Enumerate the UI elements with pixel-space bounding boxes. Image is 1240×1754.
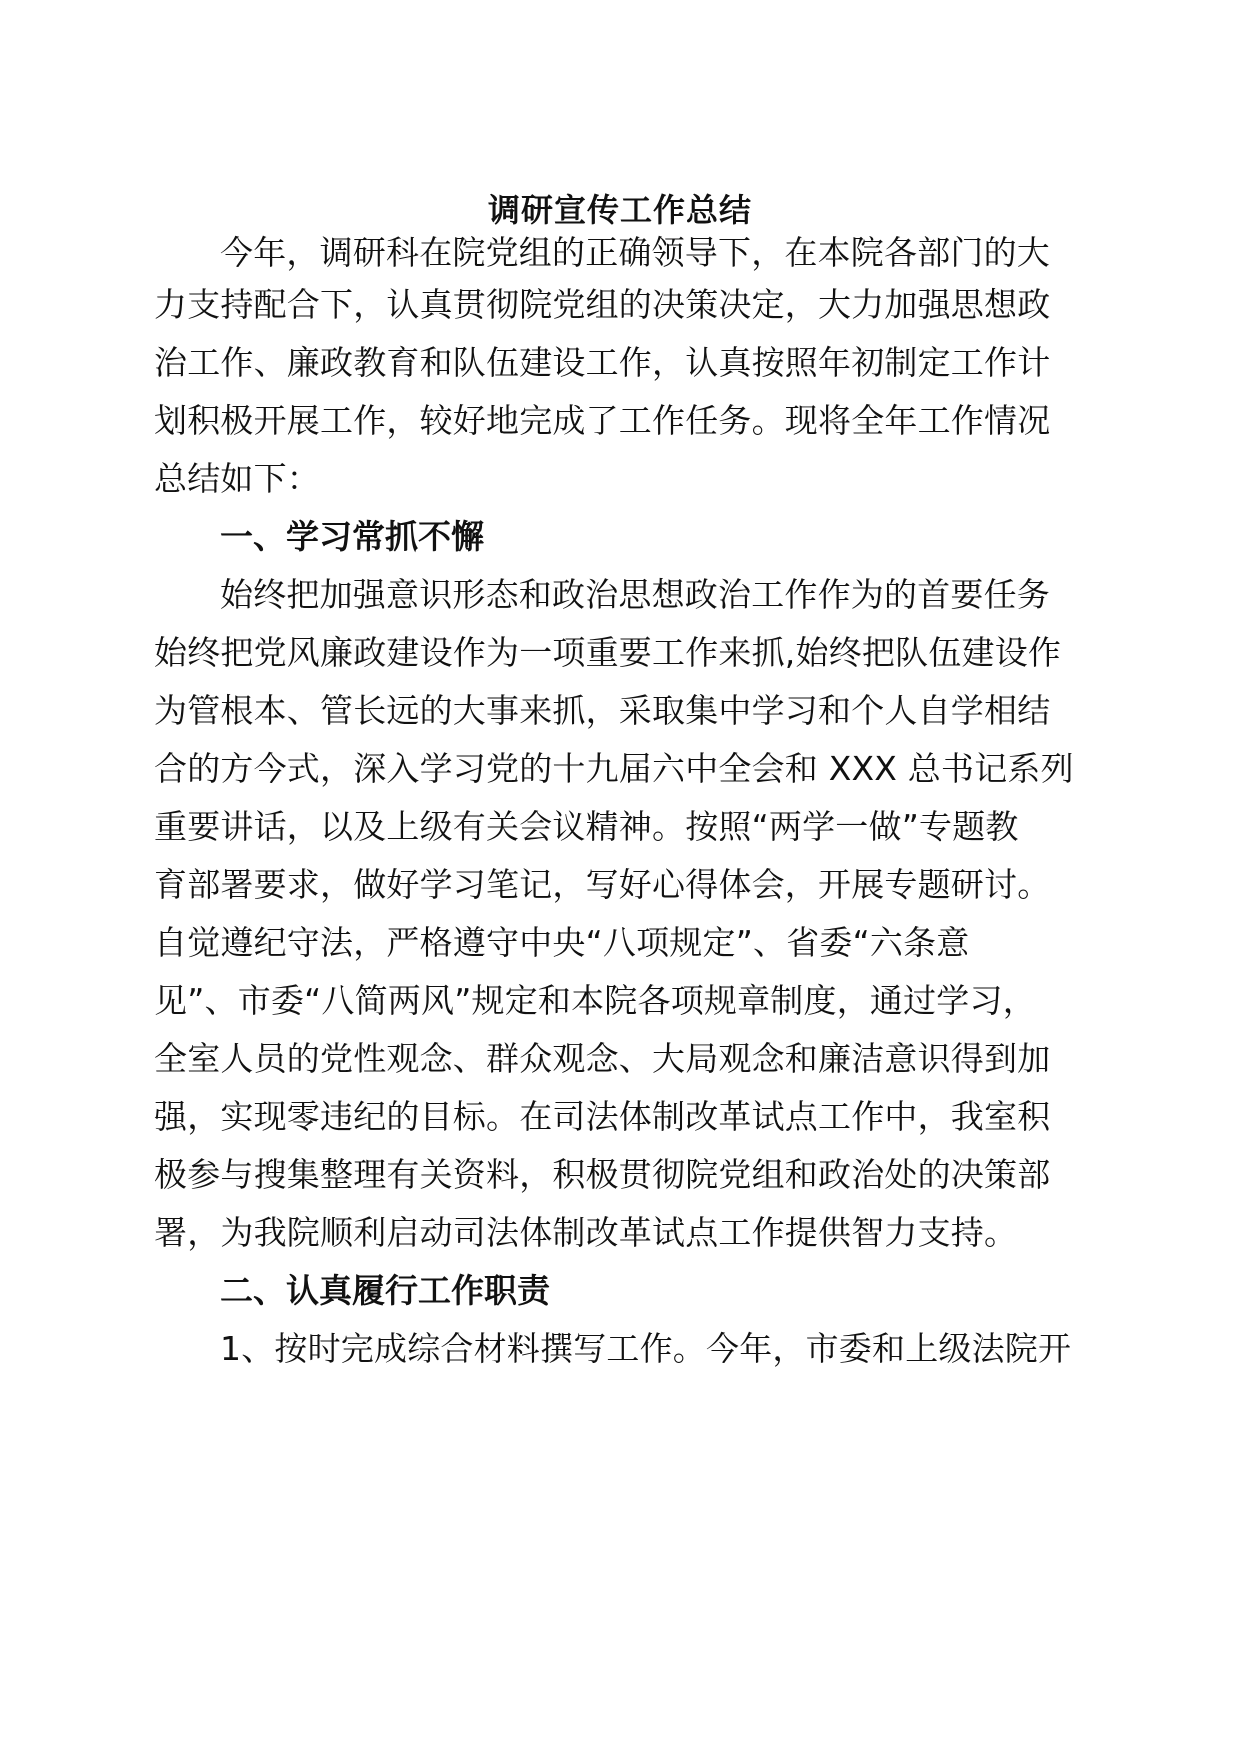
section-1-line-8: 见”、市委“八简两风”规定和本院各项规章制度，通过学习， [154,981,1036,1020]
section-1-line-7: 自觉遵纪守法，严格遵守中央“八项规定”、省委“六条意 [154,923,970,962]
section-2-heading: 二、认真履行工作职责 [220,1271,550,1310]
section-1-line-12: 署，为我院顺利启动司法体制改革试点工作提供智力支持。 [154,1213,1018,1252]
intro-line-1: 今年，调研科在院党组的正确领导下，在本院各部门的大 [220,233,1050,272]
section-1-heading: 一、学习常抓不懈 [220,517,484,556]
section-1-line-11: 极参与搜集整理有关资料，积极贯彻院党组和政治处的决策部 [154,1155,1051,1194]
section-1-line-10: 强，实现零违纪的目标。在司法体制改革试点工作中，我室积 [154,1097,1051,1136]
section-1-line-5: 重要讲话，以及上级有关会议精神。按照“两学一做”专题教 [154,807,1019,846]
document-title: 调研宣传工作总结 [487,191,752,229]
section-1-line-1: 始终把加强意识形态和政治思想政治工作作为的首要任务 [220,575,1050,614]
intro-line-5: 总结如下： [154,459,320,498]
intro-line-3: 治工作、廉政教育和队伍建设工作，认真按照年初制定工作计 [154,343,1051,382]
section-2-line-1: 1、按时完成综合材料撰写工作。今年，市委和上级法院开 [220,1329,1072,1368]
section-1-line-9: 全室人员的党性观念、群众观念、大局观念和廉洁意识得到加 [154,1039,1051,1078]
section-1-line-2: 始终把党风廉政建设作为一项重要工作来抓,始终把队伍建设作 [154,633,1062,672]
section-1-line-4: 合的方今式，深入学习党的十九届六中全会和 XXX 总书记系列 [154,749,1074,788]
section-1-line-3: 为管根本、管长远的大事来抓，采取集中学习和个人自学相结 [154,691,1051,730]
intro-line-2: 力支持配合下，认真贯彻院党组的决策决定，大力加强思想政 [154,285,1051,324]
intro-line-4: 划积极开展工作，较好地完成了工作任务。现将全年工作情况 [154,401,1051,440]
section-1-line-6: 育部署要求，做好学习笔记，写好心得体会，开展专题研讨。 [154,865,1051,904]
